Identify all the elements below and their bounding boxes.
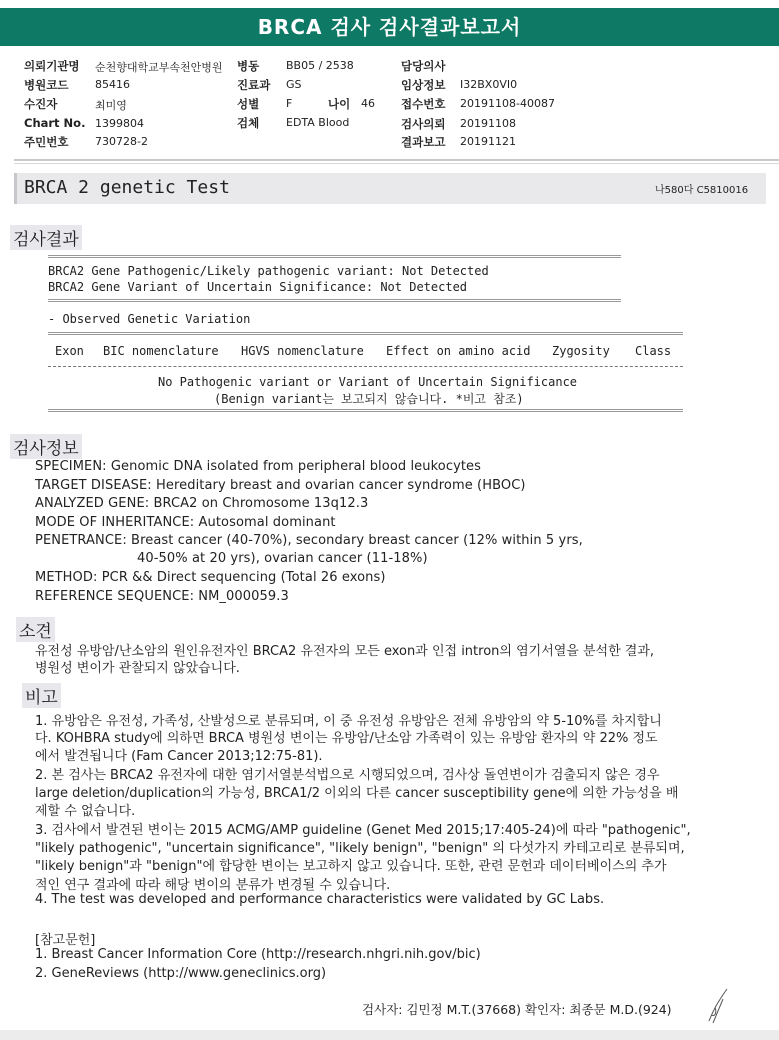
signature-icon [705, 985, 731, 1025]
remark-line: 적인 연구 결과에 따라 해당 변이의 분류가 변경될 수 있습니다. [35, 878, 391, 893]
label-sex: 성별 [237, 97, 260, 111]
remark-line: "likely benign"과 "benign"에 합당한 변이는 보고하지 않고 있습니다. 또한, 관련 문헌과 데이터베이스의 추가 [35, 859, 667, 874]
label-doctor: 담당의사 [401, 59, 446, 73]
penetrance-line-2: 40-50% at 20 yrs), ovarian cancer (11-18%) [137, 551, 428, 566]
report-title: BRCA 검사 검사결과보고서 [0, 8, 779, 46]
value-receipt-no: 20191108-40087 [460, 97, 555, 110]
benign-note: (Benign variant는 보고되지 않습니다. *비고 참조) [214, 392, 524, 406]
target-disease-line: TARGET DISEASE: Hereditary breast and ovarian cancer syndrome (HBOC) [35, 478, 526, 493]
label-ward: 병동 [237, 59, 260, 73]
remark-line: 2. 본 검사는 BRCA2 유전자에 대한 염기서열분석법으로 시행되었으며, 검사상 돌연변이가 검출되지 않은 경우 [35, 768, 660, 783]
remark-line: 1. 유방암은 유전성, 가족성, 산발성으로 분류되며, 이 중 유전성 유방암은 전체 유방암의 약 5-10%를 차지합니 [35, 714, 662, 729]
value-resident-no: 730728-2 [95, 135, 148, 148]
column-header: Exon [55, 344, 84, 358]
remark-line: "likely pathogenic", "uncertain significance", "likely benign", "benign" 의 다섯가지 카테고리로 분류되며, [35, 841, 685, 856]
label-hospital-code: 병원코드 [24, 78, 69, 92]
value-clinical-info: I32BX0VI0 [460, 78, 518, 91]
method-line: METHOD: PCR && Direct sequencing (Total 26 exons) [35, 570, 386, 585]
label-report-date: 결과보고 [401, 135, 446, 149]
value-patient: 최미영 [95, 99, 127, 112]
signers: 검사자: 김민정 M.T.(37668) 확인자: 최종문 M.D.(924) [362, 1002, 672, 1017]
value-institution: 순천향대학교부속천안병원 [95, 61, 223, 74]
reference-sequence-line: REFERENCE SEQUENCE: NM_000059.3 [35, 589, 289, 604]
remark-line: 제할 수 없습니다. [35, 804, 136, 819]
test-code: 나580다 C5810016 [655, 185, 749, 196]
value-chart-no: 1399804 [95, 117, 144, 130]
value-specimen: EDTA Blood [286, 116, 350, 129]
column-header: Effect on amino acid [386, 344, 531, 358]
label-clinical-info: 임상정보 [401, 78, 446, 92]
info-heading: 검사정보 [10, 434, 82, 459]
column-header: Class [635, 344, 672, 358]
value-department: GS [286, 78, 302, 91]
pathogenic-result: BRCA2 Gene Pathogenic/Likely pathogenic variant: Not Detected [48, 264, 489, 278]
observed-variation-label: - Observed Genetic Variation [48, 312, 251, 326]
penetrance-line: PENETRANCE: Breast cancer (40-70%), secondary breast cancer (12% within 5 yrs, [35, 533, 583, 548]
column-header: BIC nomenclature [103, 344, 219, 358]
label-patient: 수진자 [24, 97, 58, 111]
value-request-date: 20191108 [460, 117, 516, 130]
references-heading: [참고문헌] [35, 933, 96, 948]
double-rule [48, 299, 621, 302]
double-rule [48, 332, 683, 335]
opinion-heading: 소견 [16, 617, 55, 642]
remark-line: large deletion/duplication의 가능성, BRCA1/2 이외의 다른 cancer susceptibility gene에 의한 가능성을 배 [35, 786, 679, 801]
value-ward: BB05 / 2538 [286, 59, 354, 72]
opinion-text: 유전성 유방암/난소암의 원인유전자인 BRCA2 유전자의 모든 exon과 인접 intron의 염기서열을 분석한 결과, [35, 644, 655, 659]
reference-item: 2. GeneReviews (http://www.geneclinics.org) [35, 966, 327, 981]
vus-result: BRCA2 Gene Variant of Uncertain Significance: Not Detected [48, 280, 468, 294]
label-department: 진료과 [237, 78, 271, 92]
value-age: 46 [361, 97, 375, 110]
bottom-bar [0, 1030, 779, 1040]
label-request-date: 검사의뢰 [401, 117, 446, 131]
double-rule [48, 255, 621, 258]
double-rule [48, 409, 683, 412]
opinion-text-2: 병원성 변이가 관찰되지 않았습니다. [35, 661, 240, 676]
value-report-date: 20191121 [460, 135, 516, 148]
remarks-heading: 비고 [22, 683, 61, 708]
inheritance-line: MODE OF INHERITANCE: Autosomal dominant [35, 515, 336, 530]
label-age: 나이 [328, 97, 351, 111]
remark-line: 에서 발견됩니다 (Fam Cancer 2013;12:75-81). [35, 749, 323, 764]
column-header: HGVS nomenclature [241, 344, 364, 358]
column-header: Zygosity [552, 344, 610, 358]
label-chart-no: Chart No. [24, 116, 86, 130]
remark-line: 4. The test was developed and performance characteristics were validated by GC Labs. [35, 892, 605, 907]
label-receipt-no: 접수번호 [401, 97, 446, 111]
analyzed-gene-line: ANALYZED GENE: BRCA2 on Chromosome 13q12.3 [35, 496, 369, 511]
reference-item: 1. Breast Cancer Information Core (http://research.nhgri.nih.gov/bic) [35, 947, 481, 962]
label-specimen: 검체 [237, 116, 260, 130]
label-resident-no: 주민번호 [24, 135, 69, 149]
results-heading: 검사결과 [10, 225, 82, 250]
test-name: BRCA 2 genetic Test [24, 177, 230, 198]
header-divider [14, 159, 779, 161]
value-hospital-code: 85416 [95, 78, 130, 91]
dashed-rule [48, 366, 683, 367]
label-institution: 의뢰기관명 [24, 59, 80, 73]
remark-line: 다. KOHBRA study에 의하면 BRCA 병원성 변이는 유방암/난소암 가족력이 있는 유방암 환자의 약 22% 정도 [35, 731, 658, 746]
value-sex: F [286, 97, 293, 110]
no-variant-message: No Pathogenic variant or Variant of Uncertain Significance [158, 375, 578, 389]
remark-line: 3. 검사에서 발견된 변이는 2015 ACMG/AMP guideline (Genet Med 2015;17:405-24)에 따라 "pathogenic", [35, 823, 691, 838]
header-divider-thin [14, 163, 779, 164]
specimen-line: SPECIMEN: Genomic DNA isolated from peripheral blood leukocytes [35, 459, 482, 474]
